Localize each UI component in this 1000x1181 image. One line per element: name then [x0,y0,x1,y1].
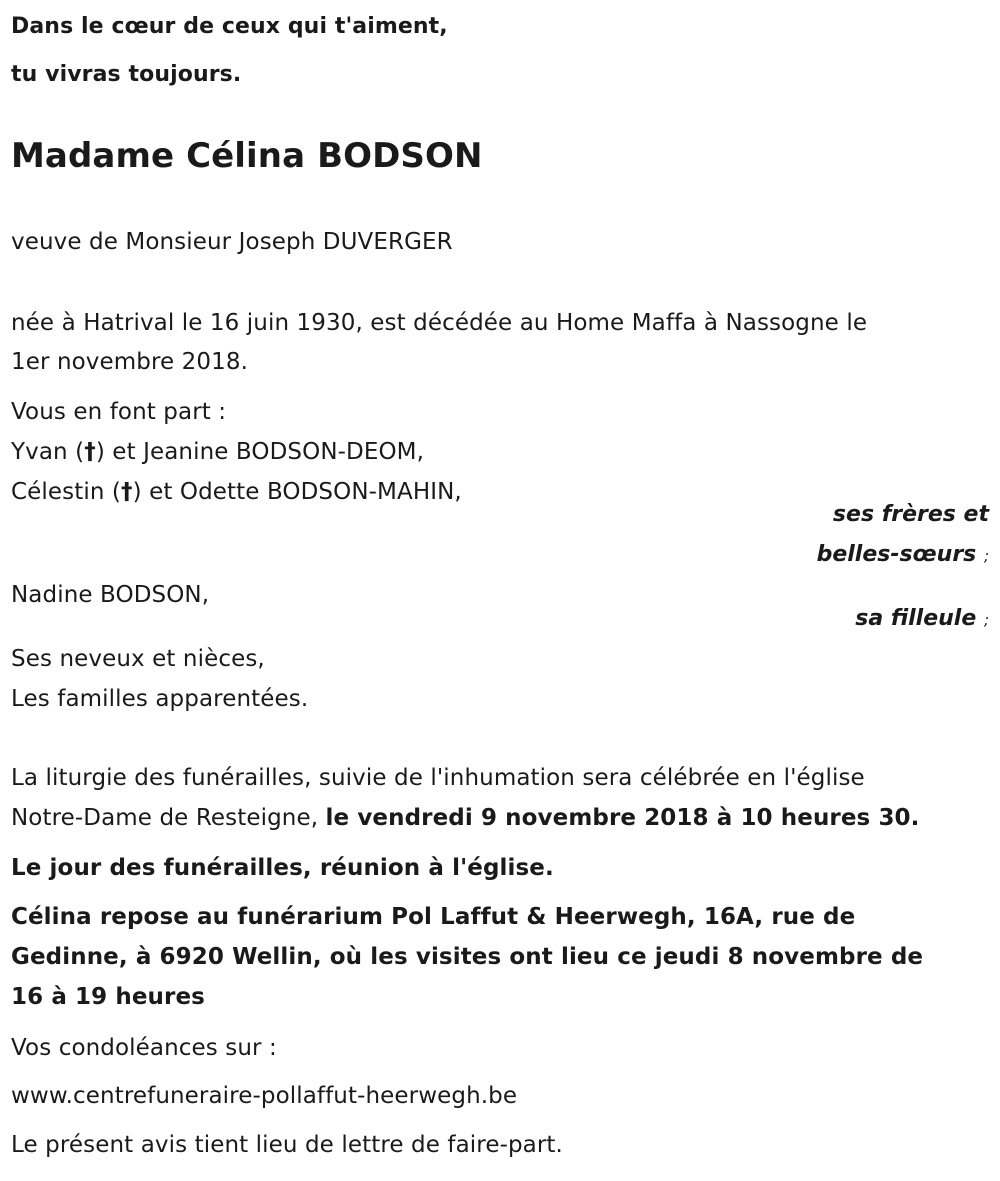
siblings-role-line-2 [817,540,989,571]
goddaughter-role [855,604,989,635]
sibling-2-rest: ) et Odette BODSON-MAHIN, [132,479,462,505]
rest-line-3: 16 à 19 heures [11,984,205,1010]
condolences-intro: Vos condoléances sur : [11,1035,277,1061]
semicolon: ; [983,611,989,629]
notice-note: Le présent avis tient lieu de lettre de faire-part. [11,1132,563,1158]
website-link[interactable]: www.centrefuneraire-pollaffut-heerwegh.be [11,1083,518,1109]
rest-line-1: Célina repose au funérarium Pol Laffut & Heerwegh, 16A, rue de [11,904,856,930]
quote-line-1: Dans le cœur de ceux qui t'aiment, [11,14,448,39]
rest-line-2: Gedinne, à 6920 Wellin, où les visites ont lieu ce jeudi 8 novembre de [11,944,924,970]
ceremony-place: Notre-Dame de Resteigne, [11,805,326,831]
semicolon: ; [983,547,989,565]
ceremony-date: le vendredi 9 novembre 2018 à 10 heures 30. [325,805,920,831]
cross-icon: † [84,439,96,465]
sibling-1-rest: ) et Jeanine BODSON-DEOM, [95,439,425,465]
siblings-role-line-1: ses frères et [832,502,989,527]
widow-of: veuve de Monsieur Joseph DUVERGER [11,229,453,255]
birth-death-line-1: née à Hatrival le 16 juin 1930, est décédée au Home Maffa à Nassogne le [11,310,868,336]
ceremony-line-1: La liturgie des funérailles, suivie de l'inhumation sera célébrée en l'église [11,765,865,791]
deceased-name: Madame Célina BODSON [11,136,483,176]
sibling-2-first: Célestin ( [11,479,122,505]
goddaughter-role-text: sa filleule [855,606,977,631]
ceremony-line-2 [11,803,920,833]
nephews-nieces: Ses neveux et nièces, [11,646,265,672]
birth-death-line-2: 1er novembre 2018. [11,349,249,375]
sibling-1 [11,437,424,467]
sibling-1-first: Yvan ( [11,439,85,465]
goddaughter: Nadine BODSON, [11,582,210,608]
family-intro: Vous en font part : [11,399,227,425]
siblings-role-text: belles-sœurs [816,542,977,567]
quote-line-2: tu vivras toujours. [11,62,242,87]
meeting-note: Le jour des funérailles, réunion à l'église. [11,855,554,881]
related-families: Les familles apparentées. [11,686,309,712]
sibling-2 [11,477,462,507]
cross-icon: † [121,479,133,505]
